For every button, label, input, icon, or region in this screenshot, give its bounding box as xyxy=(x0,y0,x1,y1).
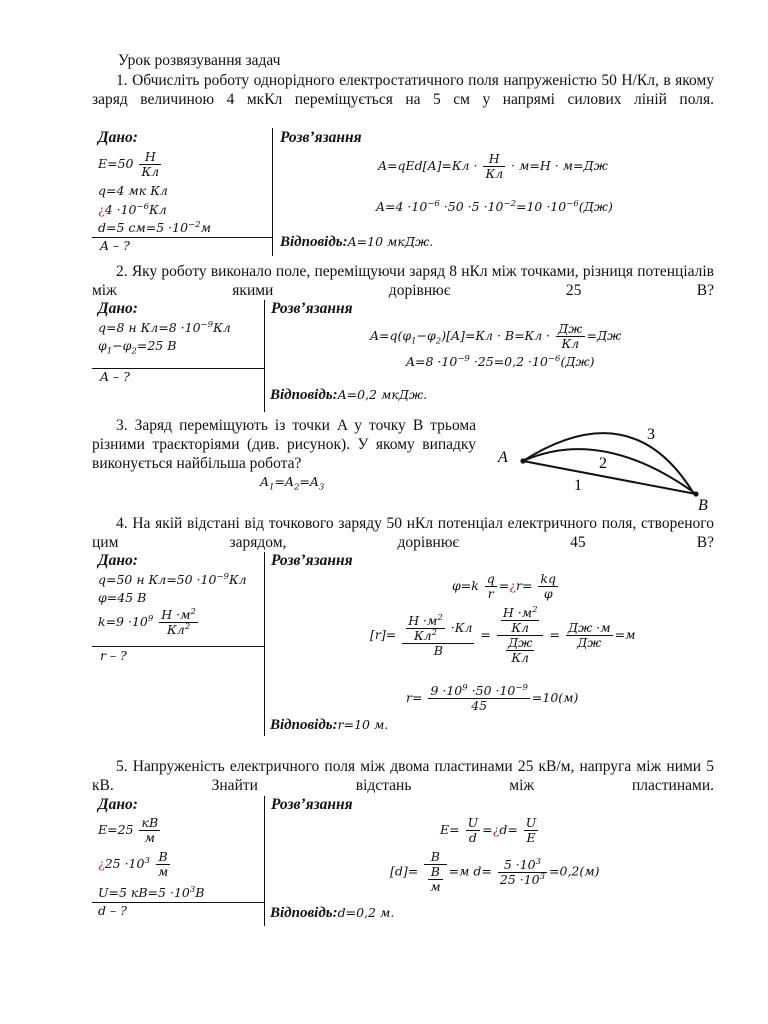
given-2-phi: $\varphi_1-\varphi_2=25$ В xyxy=(98,338,177,357)
solution-2-formula: $A=q(\varphi_1-\varphi_2)[A]=Кл \cdot В=Кл$ · Дж Кл =Дж xyxy=(370,321,622,351)
solution-5-formula: E= $\frac{U}{d}$ =¿d= $\frac{U}{E}$ xyxy=(440,815,537,845)
point-a-label: A xyxy=(498,449,508,466)
problem-5-text: 5. Напруженість електричного поля між двома пластинами 25 кВ/м, напруга між ними 5 кВ. Знайти відстань між пластинами. xyxy=(92,758,714,794)
solution-label-5: Розв’язання xyxy=(271,796,353,813)
divider-horizontal-4 xyxy=(92,646,264,647)
find-1: A – ? xyxy=(100,238,130,253)
problem-3-result: $A_1=A_2=A_3$ xyxy=(260,474,325,493)
answer-1: Відповідь:A=10 мкДж. xyxy=(280,234,434,250)
given-5-e: E=25 кВ м xyxy=(98,815,159,845)
solution-label-1: Розв’язання xyxy=(280,129,362,146)
trajectory-2 xyxy=(523,449,696,494)
find-2: A – ? xyxy=(100,369,130,384)
divider-vertical-2 xyxy=(264,300,265,412)
solution-label-2: Розв’язання xyxy=(271,300,353,317)
path-label-2: 2 xyxy=(599,455,607,472)
path-label-3: 3 xyxy=(647,426,655,443)
trajectory-3 xyxy=(523,433,694,494)
given-1-e: E=50 Н Кл xyxy=(98,149,160,179)
solution-4-calc: r= $\frac{9 \cdot 10^9 \cdot 50 \cdot 10^{-9}}{45}$ =10(м) xyxy=(406,682,579,713)
given-label-5: Дано: xyxy=(98,796,138,813)
given-label-1: Дано: xyxy=(98,129,138,146)
page-title: Урок розвязування задач xyxy=(118,52,281,69)
answer-2: Відповідь:A=0,2 мкДж. xyxy=(270,387,428,403)
problem-2-text: 2. Яку роботу виконало поле, переміщуючи заряд 8 нКл між точками, різниця потенціалів між якими дорівнює 25 В? xyxy=(92,263,714,299)
solution-4-formula: φ=k $\frac{q}{r}$ =¿r= $\frac{kq}{\varphi}$ xyxy=(452,571,556,601)
given-label-2: Дано: xyxy=(98,300,138,317)
divider-vertical-4 xyxy=(264,552,265,736)
point-b-dot xyxy=(693,491,698,496)
problem-1-text: 1. Обчисліть роботу однорідного електростатичного поля напруженістю 50 Н/Кл, в якому заряд величиною 4 мкКл переміщується на 5 см у напрямі силових ліній поля. xyxy=(92,72,714,108)
solution-5-calc: [d]= В В м =м d= $\frac{5 \cdot 10^3}{25 \cdot 10^3}$ =0,2(м) xyxy=(390,849,600,894)
divider-vertical-1 xyxy=(272,128,273,256)
answer-4: Відповідь:r=10 м. xyxy=(270,717,389,733)
solution-1-calc: $A=4 \cdot 10^{-6} \cdot 50 \cdot 5 \cdot 10^{-2}=10 \cdot 10^{-6}(Дж)$ xyxy=(376,198,613,214)
given-5-e-si: ¿$25 \cdot 10^3$ В м xyxy=(98,849,169,879)
path-label-1: 1 xyxy=(574,477,582,494)
solution-1-formula: A=qEd[A]=Кл · Н Кл · м=Н · м=Дж xyxy=(378,151,608,181)
given-1-q-si: ¿$4 \cdot 10^{-6}Кл$ xyxy=(98,201,167,217)
trajectory-figure xyxy=(492,418,722,514)
given-4-k: $k=9 \cdot 10^9$ $Н \cdot м^2$ $Кл^2$ xyxy=(98,606,196,637)
point-b-label: B xyxy=(698,497,708,514)
point-a-dot xyxy=(520,458,525,463)
given-4-phi: φ=45 В xyxy=(98,590,147,605)
given-4-q: q=50 н $Кл=50 \cdot 10^{-9}Кл$ xyxy=(98,571,247,587)
find-4: r – ? xyxy=(100,648,127,663)
given-label-4: Дано: xyxy=(98,552,138,569)
given-5-u: U=5 $кВ=5 \cdot 10^3В$ xyxy=(98,884,205,900)
solution-label-4: Розв’язання xyxy=(271,552,353,569)
problem-4-text: 4. На якій відстані від точкового заряду 50 нКл потенціал електричного поля, створеного цим зарядом, дорівнює 45 В? xyxy=(92,515,714,551)
given-1-q: q=4 мк Кл xyxy=(98,183,168,198)
solution-2-calc: $A=8 \cdot 10^{-9} \cdot 25=0,2 \cdot 10^{-6}(Дж)$ xyxy=(406,353,595,369)
given-2-q: q=8 н $Кл=8 \cdot 10^{-9}Кл$ xyxy=(98,319,231,335)
solution-4-units: [r]= $Н \cdot м^2$ $Кл^2$ ·Кл В = $Н \cdot м^2$ Кл Дж Кл = Дж ·м Дж =м xyxy=(370,604,636,665)
divider-vertical-5 xyxy=(264,796,265,926)
find-5: d – ? xyxy=(98,903,127,918)
given-1-d: d=5 $см=5 \cdot 10^{-2}м$ xyxy=(98,219,211,235)
problem-3-text: 3. Заряд переміщують із точки A у точку B трьома різними траєкторіями (див. рисунок). У якому випадку виконується найбільша робота? xyxy=(92,417,476,472)
answer-5: Відповідь:d=0,2 м. xyxy=(270,905,395,921)
